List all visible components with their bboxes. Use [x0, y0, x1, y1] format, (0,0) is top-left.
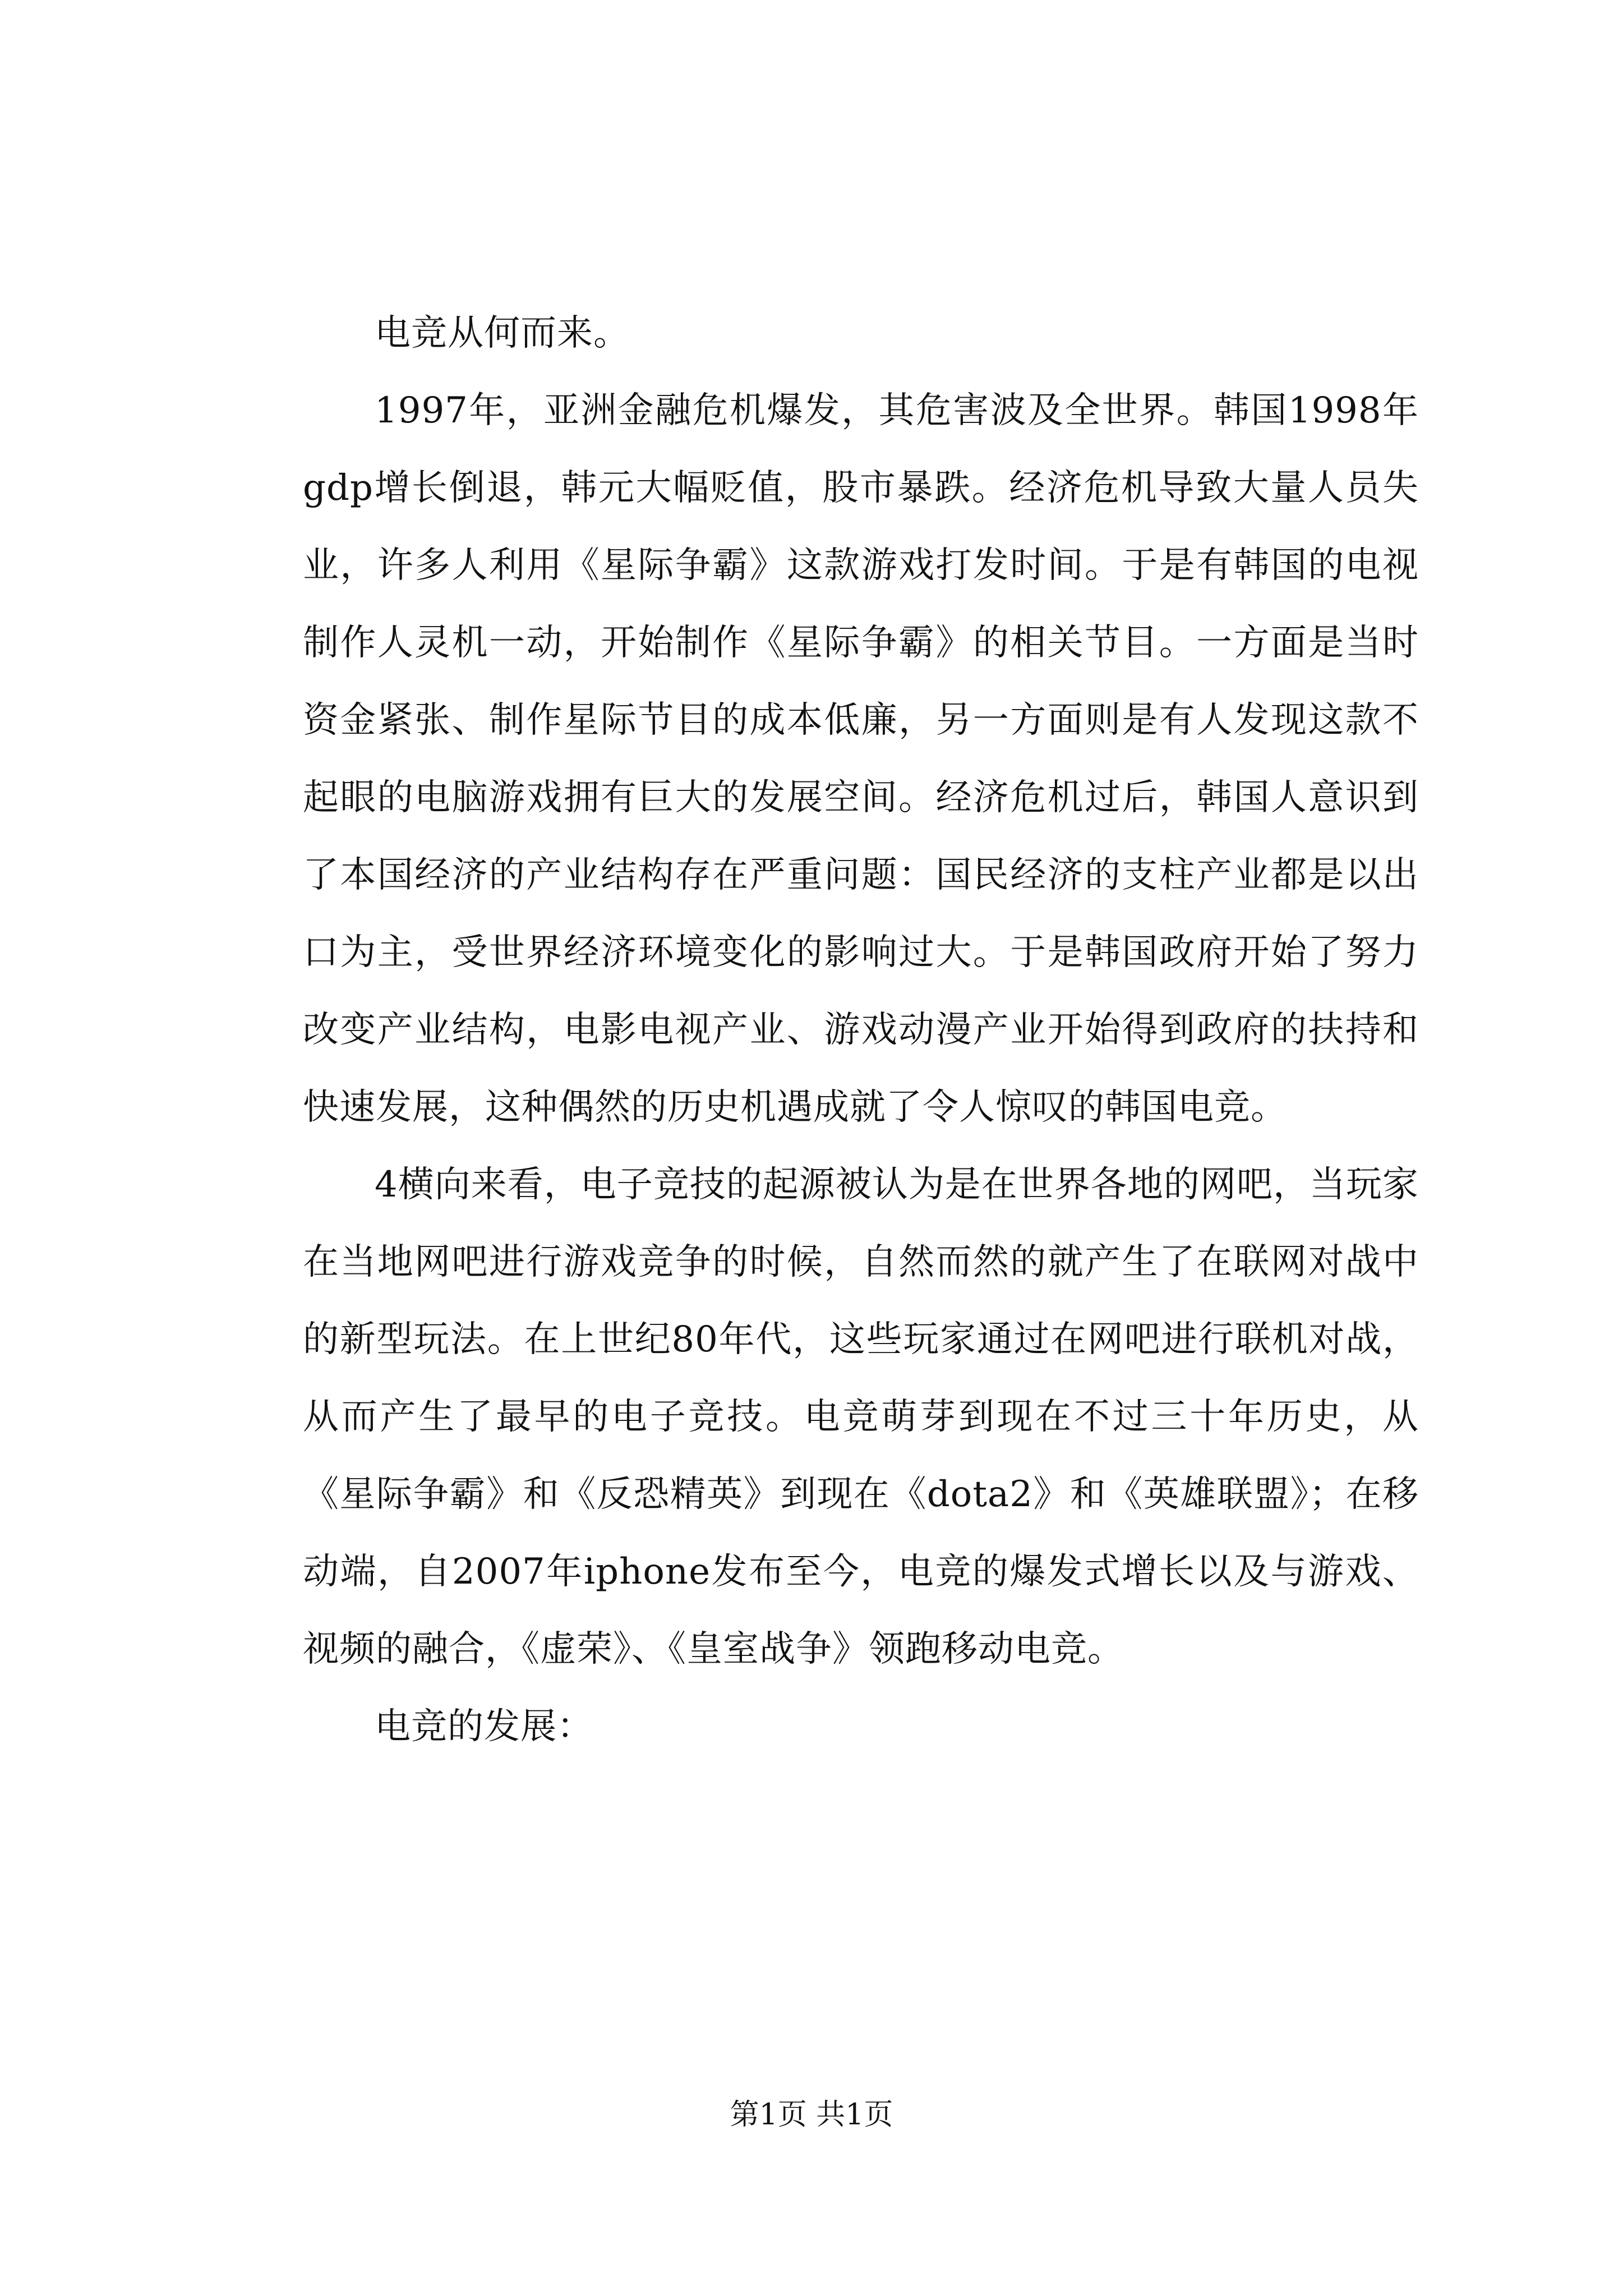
paragraph-internet-cafe-origin: 4横向来看，电子竞技的起源被认为是在世界各地的网吧，当玩家在当地网吧进行游戏竞争的时候，自然而然的就产生了在联网对战中的新型玩法。在上世纪80年代，这些玩家通过在网吧进行联机对战，从而产生了最早的电子竞技。电竞萌芽到现在不过三十年历史，从《星际争霸》和《反恐精英》到现在《dota2》和《英雄联盟》；在移动端，自2007年iphone发布至今，电竞的爆发式增长以及与游戏、视频的融合，《虚荣》、《皇室战争》领跑移动电竞。	[303, 1164, 1419, 1670]
paragraph-development-heading: 电竞的发展：	[375, 1706, 593, 1747]
paragraph-intro-question: 电竞从何而来。	[375, 312, 630, 354]
page-footer: 第1页 共1页	[730, 2098, 893, 2132]
document-body	[303, 295, 1419, 1765]
paragraph-korea-esports-origin: 1997年，亚洲金融危机爆发，其危害波及全世界。韩国1998年gdp增长倒退，韩元大幅贬值，股市暴跌。经济危机导致大量人员失业，许多人利用《星际争霸》这款游戏打发时间。于是有韩国的电视制作人灵机一动，开始制作《星际争霸》的相关节目。一方面是当时资金紧张、制作星际节目的成本低廉，另一方面则是有人发现这款不起眼的电脑游戏拥有巨大的发展空间。经济危机过后，韩国人意识到了本国经济的产业结构存在严重问题：国民经济的支柱产业都是以出口为主，受世界经济环境变化的影响过大。于是韩国政府开始了努力改变产业结构，电影电视产业、游戏动漫产业开始得到政府的扶持和快速发展，这种偶然的历史机遇成就了令人惊叹的韩国电竞。	[303, 390, 1419, 1128]
